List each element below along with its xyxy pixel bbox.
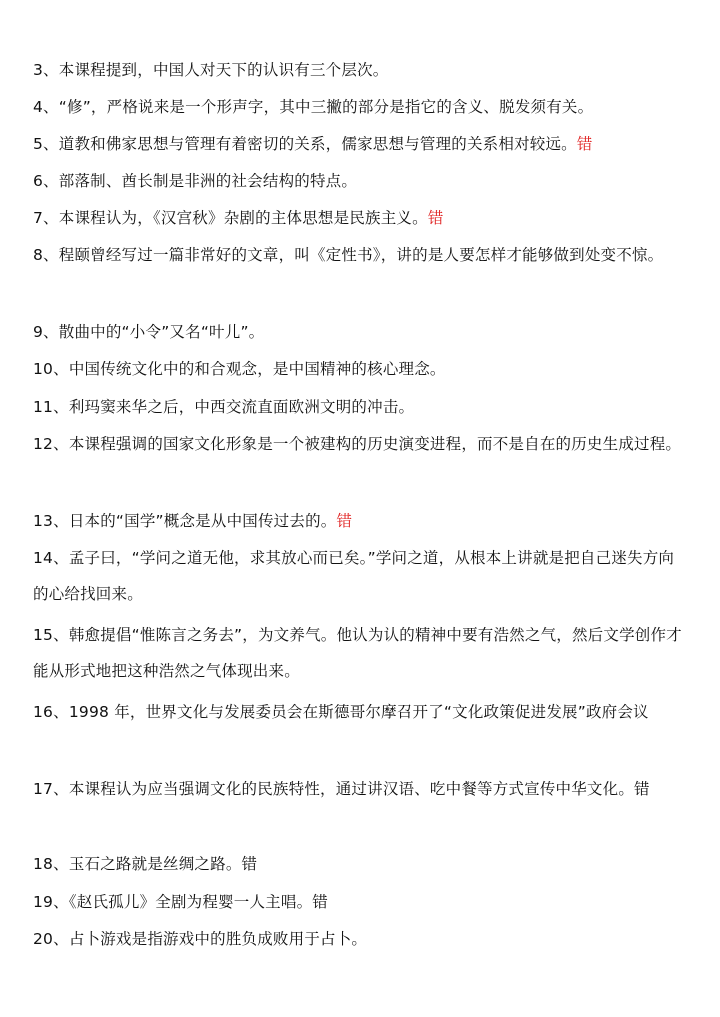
question-text: 14、孟子曰，“学问之道无他，求其放心而已矣。”学问之道，从根本上讲就是把自己迷失方向的心给找回来。 [33,549,675,603]
answer-mark: 错 [336,512,353,530]
question-text: 16、1998 年，世界文化与发展委员会在斯德哥尔摩召开了“文化政策促进发展”政府会议 [33,703,649,721]
question-4 [33,89,689,125]
question-5 [33,126,689,162]
question-13 [33,503,689,539]
question-text: 13、日本的“国学”概念是从中国传过去的。 [33,512,337,530]
question-text: 11、利玛窦来华之后，中西交流直面欧洲文明的冲击。 [33,398,415,416]
answer-mark: 错 [576,135,593,153]
answer-mark: 错 [634,780,650,798]
question-8 [33,237,689,273]
question-text: 17、本课程认为应当强调文化的民族特性，通过讲汉语、吃中餐等方式宣传中华文化。 [33,780,635,798]
question-text: 19、《赵氏孤儿》全剧为程婴一人主唱。 [33,893,313,911]
question-20 [33,921,689,957]
question-text: 4、“修”，严格说来是一个形声字，其中三撇的部分是指它的含义、脱发须有关。 [33,98,594,116]
answer-mark: 错 [312,893,328,911]
question-16 [33,694,689,730]
question-14 [33,540,689,612]
question-text: 7、本课程认为，《汉宫秋》杂剧的主体思想是民族主义。 [33,209,428,227]
question-12 [33,426,689,462]
question-6 [33,163,689,199]
question-text: 5、道教和佛家思想与管理有着密切的关系，儒家思想与管理的关系相对较远。 [33,135,577,153]
question-9 [33,314,689,350]
question-15 [33,617,689,689]
question-text: 3、本课程提到，中国人对天下的认识有三个层次。 [33,61,389,79]
question-7 [33,200,689,236]
question-text: 18、玉石之路就是丝绸之路。 [33,855,242,873]
question-text: 15、韩愈提倡“惟陈言之务去”，为文养气。他认为认的精神中要有浩然之气，然后文学创作才能从形式地把这种浩然之气体现出来。 [33,626,682,680]
question-text: 20、占卜游戏是指游戏中的胜负成败用于占卜。 [33,930,368,948]
answer-mark: 错 [241,855,258,873]
answer-mark: 错 [427,209,444,227]
question-19 [33,884,689,920]
question-text: 12、本课程强调的国家文化形象是一个被建构的历史演变进程，而不是自在的历史生成过程。 [33,435,682,453]
question-3 [33,52,689,88]
question-text: 10、中国传统文化中的和合观念，是中国精神的核心理念。 [33,360,446,378]
question-text: 6、部落制、酋长制是非洲的社会结构的特点。 [33,172,358,190]
question-17 [33,771,689,807]
question-text: 8、程颐曾经写过一篇非常好的文章，叫《定性书》，讲的是人要怎样才能够做到处变不惊。 [33,246,664,264]
question-18 [33,846,689,882]
question-11 [33,389,689,425]
question-text: 9、散曲中的“小令”又名“叶儿”。 [33,323,265,341]
question-10 [33,351,689,387]
